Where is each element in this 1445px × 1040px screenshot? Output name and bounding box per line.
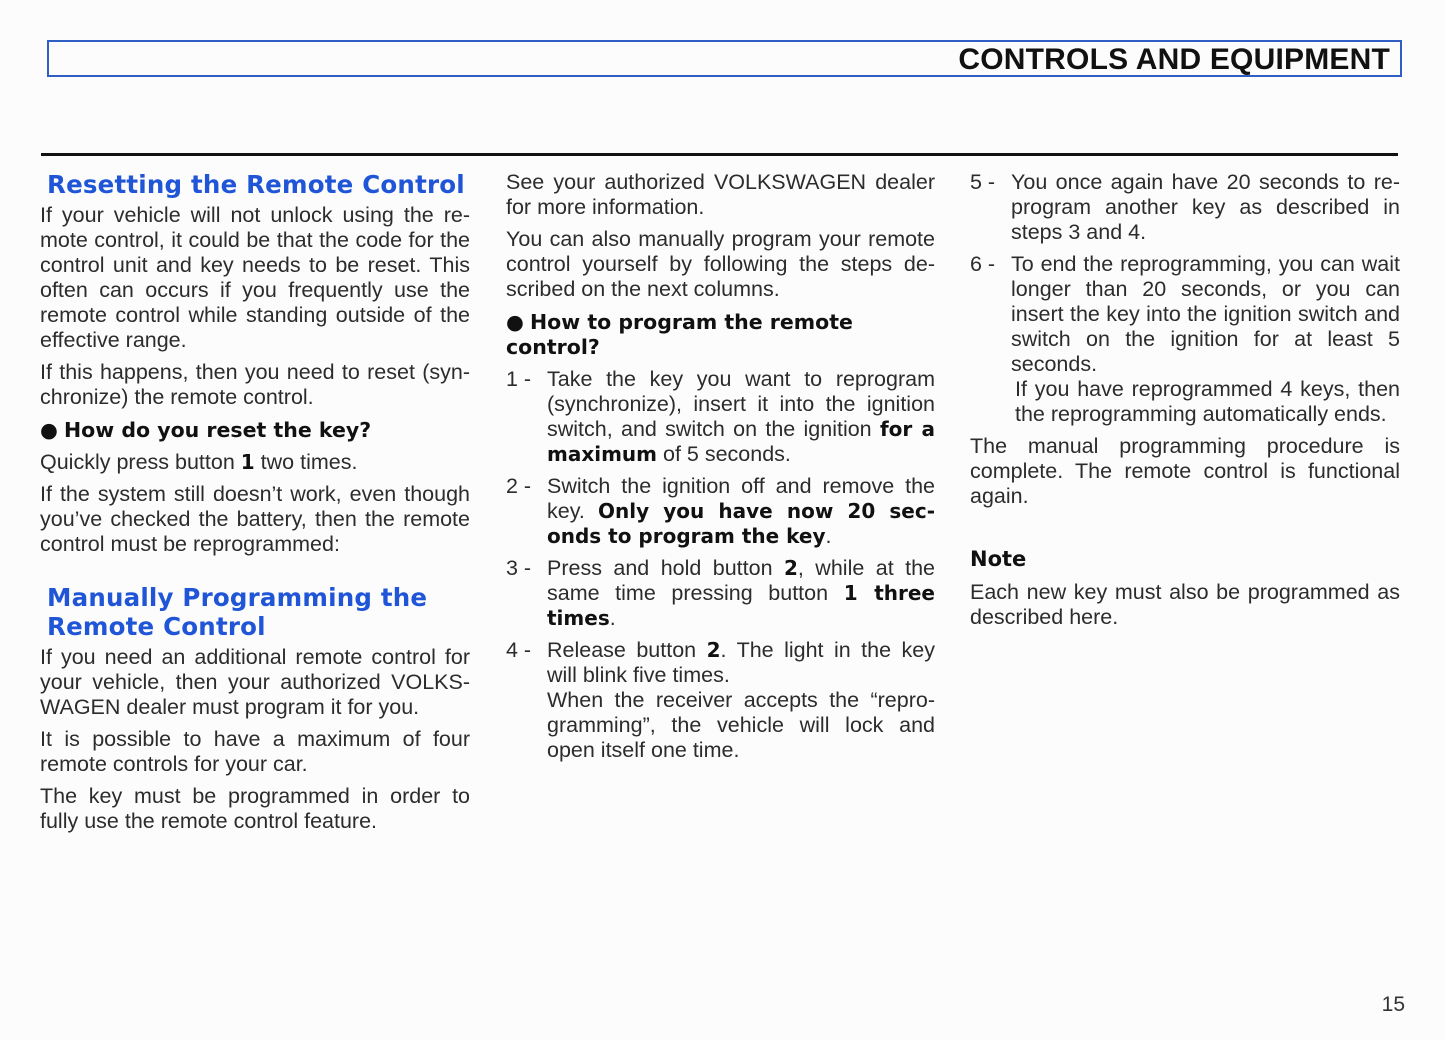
bullet-icon: ●: [506, 310, 524, 334]
step-5: [970, 170, 1400, 245]
bullet-heading-text: How to program the remote control?: [506, 310, 853, 359]
bullet-icon: ●: [40, 418, 58, 442]
column-2: [506, 170, 935, 770]
paragraph: The key must be programmed in order to fully use the remote control feature.: [40, 784, 470, 833]
heading-line: Remote Control: [47, 612, 266, 641]
paragraph: If the system still doesn’t work, even though you’ve checked the battery, then the remote control must be reprogrammed:: [40, 482, 470, 556]
step-body: [547, 638, 935, 763]
step-body: [1011, 252, 1400, 427]
step-number: 1 -: [506, 367, 532, 391]
column-3: [970, 170, 1400, 637]
step-body: [547, 556, 935, 631]
paragraph: If this happens, then you need to reset (syn-chronize) the remote control.: [40, 360, 470, 409]
emphasis: 2: [783, 556, 798, 580]
bullet-heading-text: How do you reset the key?: [64, 418, 372, 442]
text: Switch the ignition off and remove the key.: [547, 474, 935, 523]
step-number: 2 -: [506, 474, 532, 498]
text: Take the key you want to reprogram (synchronize), insert it into the ignition switch, and switch on the ignition: [547, 367, 935, 441]
text: Press and hold button: [547, 556, 784, 580]
heading-line: Manually Programming the: [47, 583, 428, 612]
step-number: 4 -: [506, 638, 532, 662]
step-text: [547, 638, 935, 688]
section-header-box: [47, 40, 1402, 77]
step-body: You once again have 20 seconds to re-program another key as described in steps 3 and 4.: [1011, 170, 1400, 244]
step-3: [506, 556, 935, 631]
text: .: [609, 606, 616, 630]
text: .: [825, 524, 832, 548]
page-number: 15: [1381, 993, 1405, 1016]
emphasis: for a maximum: [547, 417, 936, 466]
emphasis: 2: [706, 638, 721, 662]
note-text: Each new key must also be programmed as described here.: [970, 580, 1400, 629]
step-body: [547, 367, 935, 467]
paragraph: The manual programming procedure is complete. The remote control is functional again.: [970, 434, 1400, 508]
note-heading: Note: [970, 547, 1027, 571]
button-number: 1: [240, 450, 255, 474]
text: two times.: [254, 450, 358, 474]
bullet-heading-program-remote: [506, 310, 935, 360]
step-body: [547, 474, 935, 549]
text: , while at the same time pressing button: [547, 556, 935, 605]
step-extra-text: If you have reprogrammed 4 keys, then the reprogramming automatically ends.: [1015, 377, 1400, 426]
paragraph: If your vehicle will not unlock using the re-mote control, it could be that the code for the control unit and key needs to be reset. This often can occurs if you frequently use the remote control while standing outside of the effective range.: [40, 203, 470, 352]
paragraph: You can also manually program your remote control yourself by following the steps de-scribed on the next columns.: [506, 227, 935, 301]
paragraph: It is possible to have a maximum of four remote controls for your car.: [40, 727, 470, 776]
bullet-heading-reset-key: [40, 418, 470, 443]
step-6: [970, 252, 1400, 427]
text: Quickly press button: [40, 450, 241, 474]
step-number: 5 -: [970, 170, 996, 194]
emphasis: Only you have now 20 sec-onds to program the key: [547, 499, 936, 548]
step-2: [506, 474, 935, 549]
step-number: 3 -: [506, 556, 532, 580]
emphasis: 1 three times: [547, 581, 935, 630]
step-extra-text: When the receiver accepts the “repro-gramming”, the vehicle will lock and open itself one time.: [547, 688, 935, 762]
text: . The light in the key will blink five times.: [547, 638, 935, 687]
step-text: To end the reprogramming, you can wait longer than 20 seconds, or you can insert the key into the ignition switch and switch on the ignition for at least 5 seconds.: [1011, 252, 1400, 376]
heading-resetting-remote: Resetting the Remote Control: [47, 170, 465, 199]
horizontal-rule: [41, 153, 1398, 156]
step-1: [506, 367, 935, 467]
column-1: [40, 170, 470, 841]
paragraph: See your authorized VOLKSWAGEN dealer for more information.: [506, 170, 935, 219]
heading-manual-programming: [47, 583, 470, 641]
step-4: [506, 638, 935, 763]
text: of 5 seconds.: [657, 442, 791, 466]
section-title: CONTROLS AND EQUIPMENT: [958, 43, 1390, 76]
paragraph: If you need an additional remote control for your vehicle, then your authorized VOLKS-WAGEN dealer must program it for you.: [40, 645, 470, 719]
text: Release button: [547, 638, 707, 662]
step-number: 6 -: [970, 252, 996, 276]
paragraph: [40, 450, 470, 475]
